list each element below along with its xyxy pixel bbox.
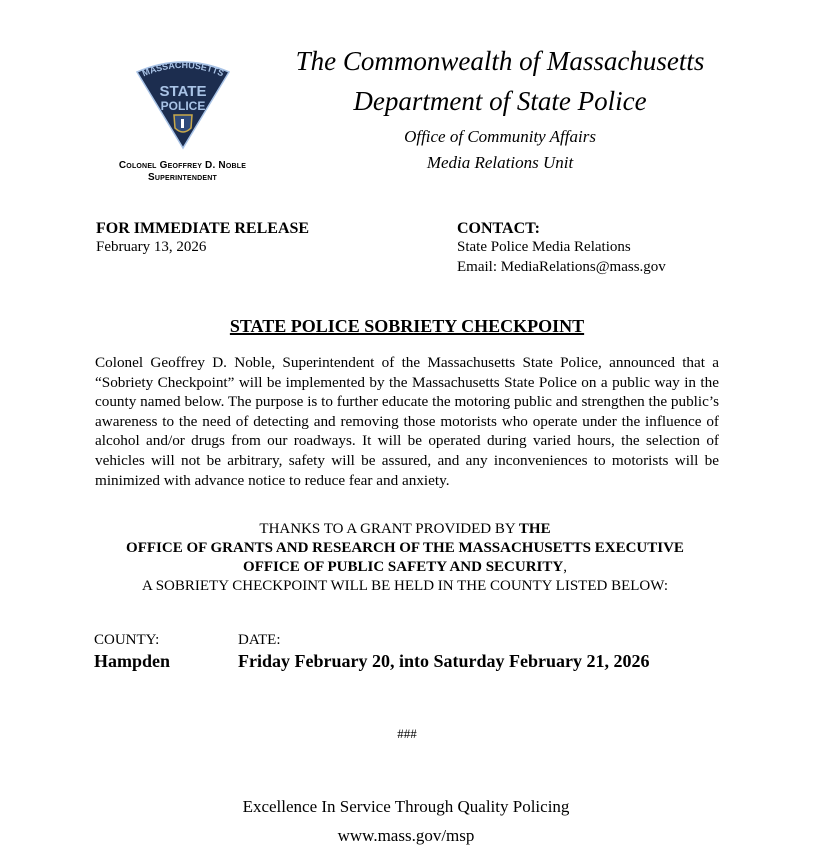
date-value: Friday February 20, into Saturday February 21, 2026 (238, 651, 650, 671)
contact-label: CONTACT: (457, 220, 540, 237)
release-date: February 13, 2026 (96, 239, 207, 255)
contact-name: State Police Media Relations (457, 239, 631, 255)
motto: Excellence In Service Through Quality Policing (242, 797, 570, 816)
superintendent-credit (95, 160, 270, 184)
press-release-title: STATE POLICE SOBRIETY CHECKPOINT (229, 316, 585, 336)
body-paragraph: Colonel Geoffrey D. Noble, Superintendent of the Massachusetts State Police, announced that a “Sobriety Checkpoint” will be implemented by the Massachusetts State Police on a public way in the county named below. The purpose is to further educate the motoring public and strengthen the public’s awareness to the need of detecting and removing those motorists who operate under the influence of alcohol and/or drugs from our roadways. It will be operated during varied hours, the selection of vehicles will not be arbitrary, safety will be assured, and any inconveniences to motorists will be minimized with advance notice to reduce fear and anxiety. (95, 354, 719, 489)
website-link[interactable]: www.mass.gov/msp (337, 826, 475, 845)
svg-text:MASSACHUSETTS: MASSACHUSETTS (140, 59, 226, 79)
county-label: COUNTY: (94, 632, 160, 648)
release-label: FOR IMMEDIATE RELEASE (96, 220, 310, 237)
date-label: DATE: (238, 632, 281, 648)
department-heading: Department of State Police (353, 86, 647, 116)
contact-email[interactable]: Email: MediaRelations@mass.gov (457, 259, 666, 275)
svg-text:STATE: STATE (159, 83, 207, 100)
state-police-badge-logo (135, 58, 231, 150)
end-mark: ### (397, 726, 417, 741)
office-heading: Office of Community Affairs (404, 127, 596, 146)
svg-text:POLICE: POLICE (160, 99, 206, 113)
colonel-title: Superintendent (148, 172, 217, 183)
colonel-name: Colonel Geoffrey D. Noble (118, 160, 247, 171)
grant-notice: THANKS TO A GRANT PROVIDED BY THE OFFICE OF GRANTS AND RESEARCH OF THE MASSACHUSETTS EXECUTIVE OFFICE OF PUBLIC SAFETY AND SECURITY, A SOBRIETY CHECKPOINT WILL BE HELD IN THE COUNTY LISTED BELOW: (126, 521, 684, 594)
unit-heading: Media Relations Unit (426, 153, 574, 172)
commonwealth-heading: The Commonwealth of Massachusetts (295, 46, 705, 76)
county-value: Hampden (94, 651, 171, 671)
